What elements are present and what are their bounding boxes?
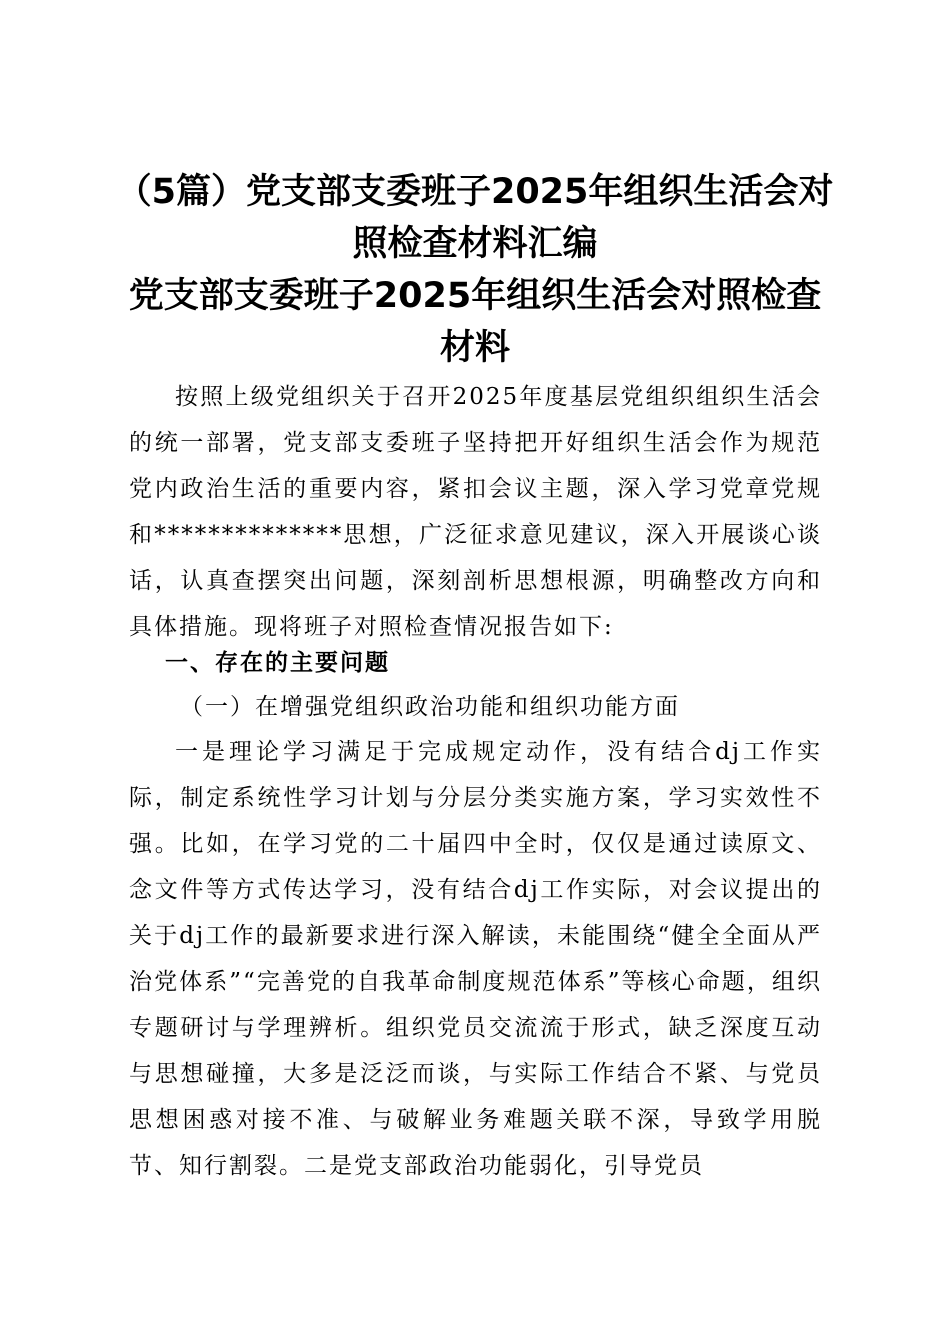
subsection-heading: （一）在增强党组织政治功能和组织功能方面 [180, 694, 680, 720]
title-line-1: （5篇）党支部支委班子2025年组织生活会对 [116, 172, 834, 212]
title-line-2: 照检查材料汇编 [352, 224, 598, 264]
document-title [110, 166, 840, 374]
intro-paragraph: 按照上级党组织关于召开2025年度基层党组织组织生活会的统一部署，党支部支委班子坚持把开好组织生活会作为规范党内政治生活的重要内容，紧扣会议主题，深入学习党章党规和**************思想，广泛征求意见建议，深入开展谈心谈话，认真查摆突出问题，深刻剖析思想根源，明确整改方向和具体措施。现将班子对照检查情况报告如下: [129, 384, 822, 640]
title-line-3: 党支部支委班子2025年组织生活会对照检查 [128, 276, 822, 316]
body-paragraph: 一是理论学习满足于完成规定动作，没有结合dj工作实际，制定系统性学习计划与分层分类实施方案，学习实效性不强。比如，在学习党的二十届四中全时，仅仅是通过读原文、念文件等方式传达学习，没有结合dj工作实际，对会议提出的关于dj工作的最新要求进行深入解读，未能围绕“健全全面从严治党体系”“完善党的自我革命制度规范体系”等核心命题，组织专题研讨与学理辨析。组织党员交流流于形式，缺乏深度互动与思想碰撞，大多是泛泛而谈，与实际工作结合不紧、与党员思想困惑对接不准、与破解业务难题关联不深，导致学用脱节、知行割裂。二是党支部政治功能弱化，引导党员 [129, 739, 822, 1179]
title-line-4: 材料 [439, 328, 510, 368]
section-heading: 一、存在的主要问题 [165, 650, 390, 676]
